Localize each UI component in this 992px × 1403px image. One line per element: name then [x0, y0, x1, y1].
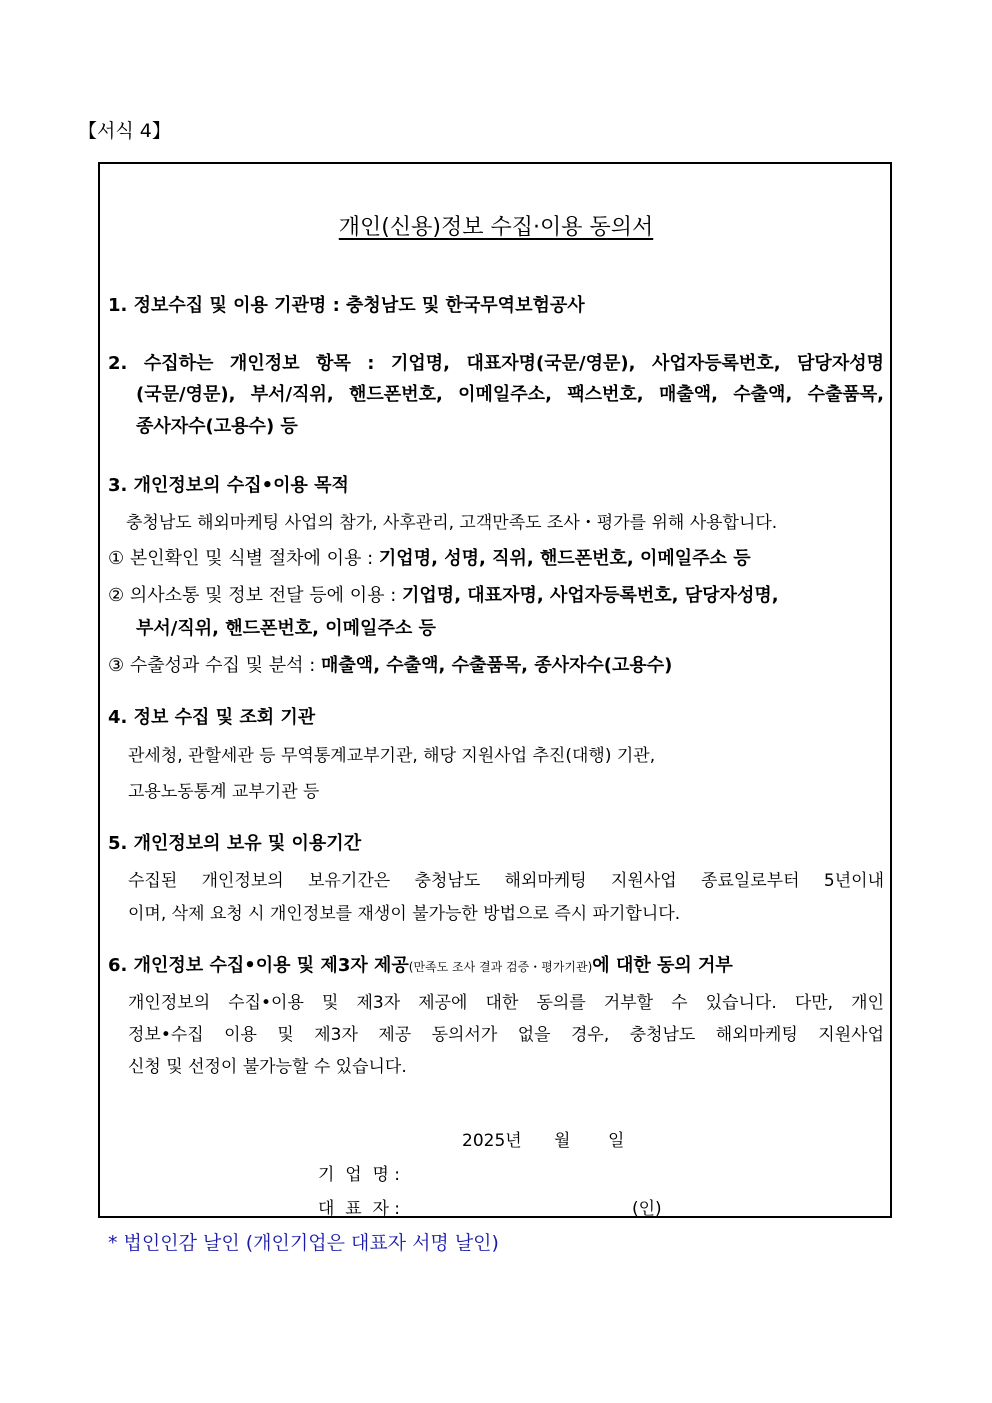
section-6-line-1: 개인정보의 수집•이용 및 제3자 제공에 대한 동의를 거부할 수 있습니다. 다만, 개인	[128, 993, 884, 1013]
representative-label: 대 표 자 :	[318, 1199, 401, 1219]
item-3-prefix: ③ 수출성과 수집 및 분석 :	[108, 655, 322, 676]
section-3-item-2-cont: 부서/직위, 핸드폰번호, 이메일주소 등	[136, 618, 436, 639]
section-1: 1. 정보수집 및 이용 기관명 : 충청남도 및 한국무역보험공사	[108, 295, 585, 316]
section-6-heading-main: 6. 개인정보 수집•이용 및 제3자 제공	[108, 955, 409, 976]
section-3-heading: 3. 개인정보의 수집•이용 목적	[108, 475, 349, 496]
item-1-prefix: ① 본인확인 및 식별 절차에 이용 :	[108, 548, 379, 569]
section-4-line-1: 관세청, 관할세관 등 무역통계교부기관, 해당 지원사업 추진(대행) 기관,	[128, 746, 656, 766]
section-6-heading	[108, 954, 733, 979]
section-4-heading: 4. 정보 수집 및 조회 기관	[108, 707, 316, 728]
section-6-heading-end: 에 대한 동의 거부	[592, 955, 733, 976]
section-6-heading-note: (만족도 조사 결과 검증・평가기관)	[408, 960, 593, 974]
section-4-line-2: 고용노동통계 교부기관 등	[128, 782, 320, 802]
seal-mark: (인)	[632, 1199, 662, 1219]
page-title: 개인(신용)정보 수집·이용 동의서	[338, 215, 654, 240]
date-month: 월	[554, 1131, 571, 1151]
item-2-prefix: ② 의사소통 및 정보 전달 등에 이용 :	[108, 585, 403, 606]
date-year: 2025년	[462, 1131, 522, 1151]
section-6-line-3: 신청 및 선정이 불가능할 수 있습니다.	[128, 1057, 407, 1077]
section-3-item-1	[108, 547, 751, 571]
section-6-line-2: 정보•수집 이용 및 제3자 제공 동의서가 없을 경우, 충청남도 해외마케팅 지원사업	[128, 1025, 884, 1045]
section-3-item-2	[108, 584, 779, 608]
section-2-line-1: 2. 수집하는 개인정보 항목 : 기업명, 대표자명(국문/영문), 사업자등록번호, 담당자성명	[108, 353, 884, 374]
section-5-line-2: 이며, 삭제 요청 시 개인정보를 재생이 불가능한 방법으로 즉시 파기합니다.	[128, 904, 681, 924]
section-2-line-3: 종사자수(고용수) 등	[136, 416, 298, 437]
item-3-fields: 매출액, 수출액, 수출품목, 종사자수(고용수)	[321, 655, 673, 676]
item-1-fields: 기업명, 성명, 직위, 핸드폰번호, 이메일주소 등	[378, 548, 751, 569]
section-3-intro: 충청남도 해외마케팅 사업의 참가, 사후관리, 고객만족도 조사・평가를 위해 사용합니다.	[126, 513, 778, 533]
form-label: 【서식 4】	[78, 120, 171, 142]
section-5-heading: 5. 개인정보의 보유 및 이용기간	[108, 833, 362, 854]
item-2-fields: 기업명, 대표자명, 사업자등록번호, 담당자성명,	[402, 585, 779, 606]
section-2-line-2: (국문/영문), 부서/직위, 핸드폰번호, 이메일주소, 팩스번호, 매출액, 수출액, 수출품목,	[136, 384, 884, 405]
footnote: * 법인인감 날인 (개인기업은 대표자 서명 날인)	[108, 1232, 499, 1254]
section-3-item-3	[108, 654, 672, 678]
company-name-label: 기 업 명 :	[318, 1165, 401, 1185]
section-5-line-1: 수집된 개인정보의 보유기간은 충청남도 해외마케팅 지원사업 종료일로부터 5년이내	[128, 871, 884, 891]
date-day: 일	[608, 1131, 625, 1151]
